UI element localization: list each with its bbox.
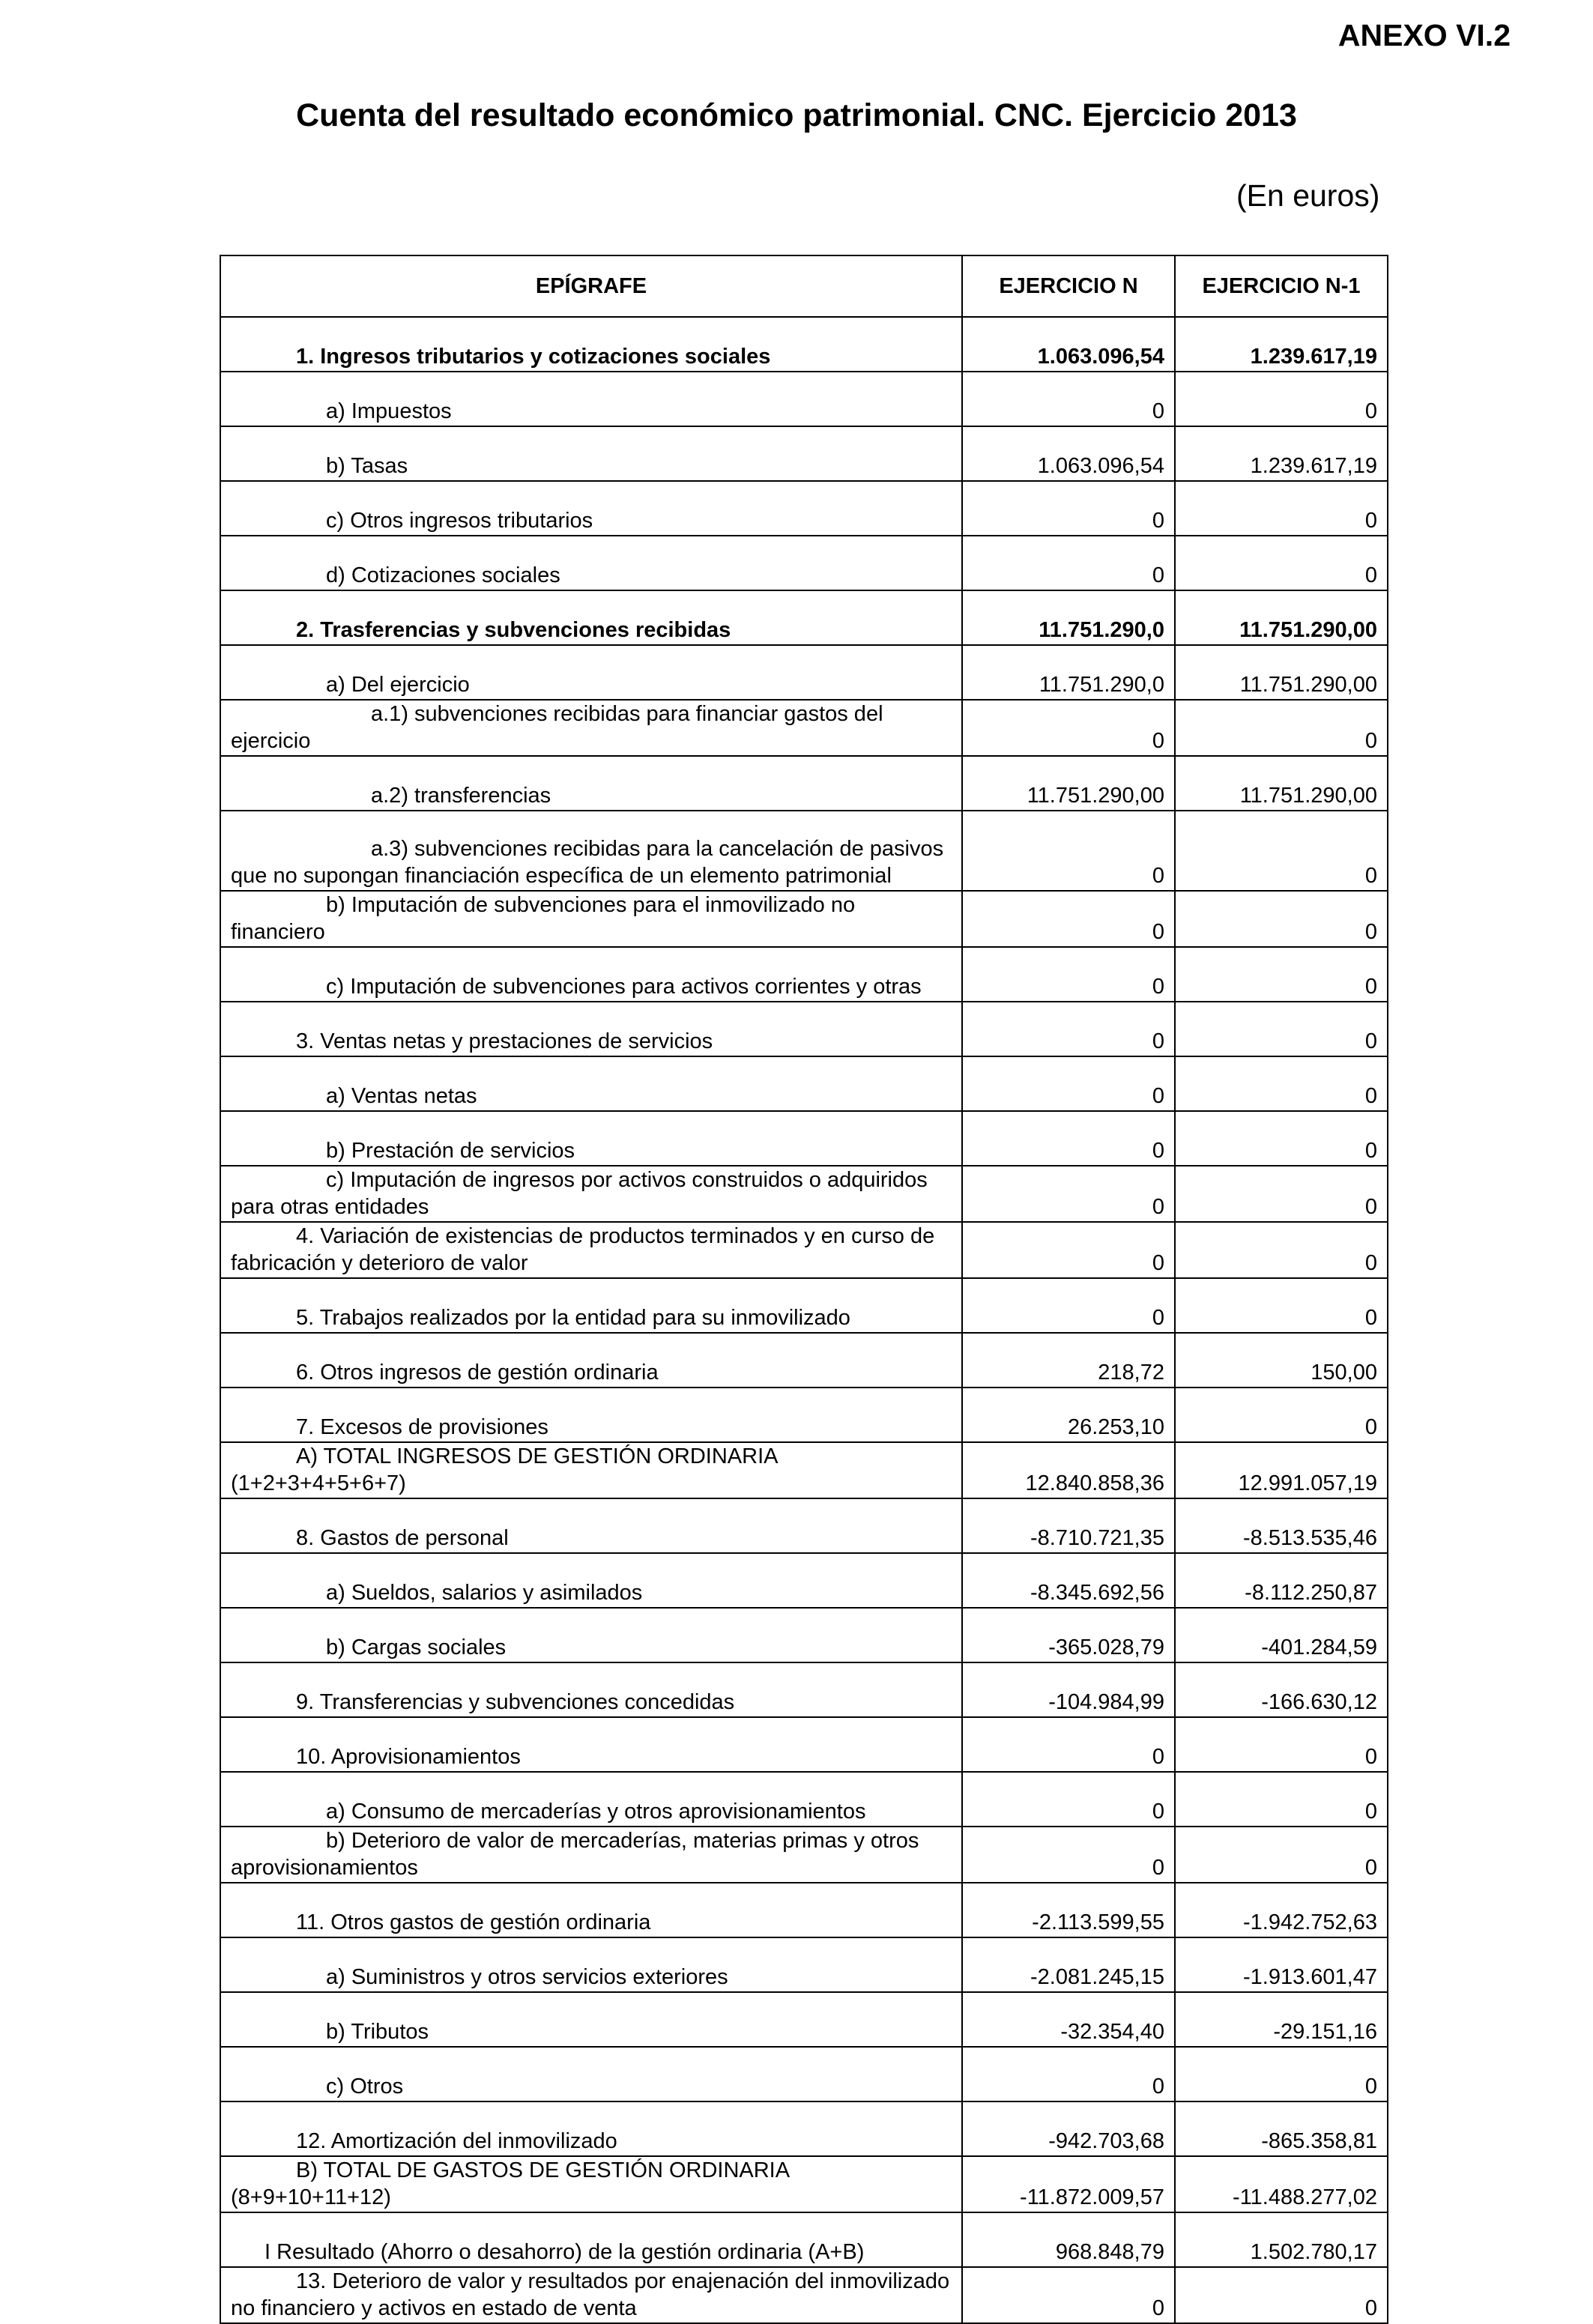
- row-value-n1: -865.358,81: [1175, 2101, 1388, 2156]
- row-value-n1: 0: [1175, 1111, 1388, 1166]
- row-value-n: 0: [962, 536, 1175, 590]
- row-label: 1. Ingresos tributarios y cotizaciones sociales: [220, 317, 962, 372]
- row-value-n1: -29.151,16: [1175, 1992, 1388, 2047]
- row-label: 5. Trabajos realizados por la entidad para su inmovilizado: [220, 1278, 962, 1333]
- row-label: a) Impuestos: [220, 372, 962, 426]
- row-label: 11. Otros gastos de gestión ordinaria: [220, 1883, 962, 1937]
- table-header-row: [220, 255, 1388, 317]
- row-label: c) Otros: [220, 2047, 962, 2101]
- row-label: b) Tasas: [220, 426, 962, 481]
- row-value-n: -11.872.009,57: [962, 2156, 1175, 2212]
- table-row: [220, 1166, 1388, 1222]
- row-value-n1: 0: [1175, 1166, 1388, 1222]
- row-value-n1: 11.751.290,00: [1175, 645, 1388, 700]
- row-value-n: 0: [962, 2267, 1175, 2323]
- table-row: [220, 1388, 1388, 1442]
- row-value-n1: 12.991.057,19: [1175, 1442, 1388, 1498]
- row-value-n1: 0: [1175, 372, 1388, 426]
- row-label: b) Prestación de servicios: [220, 1111, 962, 1166]
- row-label: 13. Deterioro de valor y resultados por enajenación del inmovilizado no financiero y activos en estado de venta: [220, 2267, 962, 2323]
- row-label: b) Deterioro de valor de mercaderías, materias primas y otros aprovisionamientos: [220, 1827, 962, 1883]
- row-value-n: -2.081.245,15: [962, 1937, 1175, 1992]
- row-value-n: 0: [962, 1166, 1175, 1222]
- row-value-n: -2.113.599,55: [962, 1883, 1175, 1937]
- row-value-n: 12.840.858,36: [962, 1442, 1175, 1498]
- row-label: 8. Gastos de personal: [220, 1498, 962, 1553]
- row-label: 4. Variación de existencias de productos terminados y en curso de fabricación y deterioro de valor: [220, 1222, 962, 1278]
- table-row: [220, 700, 1388, 756]
- row-value-n1: 0: [1175, 891, 1388, 947]
- header-ejercicio-n1: EJERCICIO N-1: [1175, 255, 1388, 317]
- row-value-n: -8.345.692,56: [962, 1553, 1175, 1608]
- table-row: [220, 590, 1388, 645]
- row-label: a) Suministros y otros servicios exteriores: [220, 1937, 962, 1992]
- row-label: d) Cotizaciones sociales: [220, 536, 962, 590]
- row-value-n1: 0: [1175, 1717, 1388, 1772]
- table-row: [220, 2156, 1388, 2212]
- row-value-n1: 0: [1175, 700, 1388, 756]
- table-row: [220, 891, 1388, 947]
- row-label: 2. Trasferencias y subvenciones recibidas: [220, 590, 962, 645]
- row-label: a) Consumo de mercaderías y otros aprovisionamientos: [220, 1772, 962, 1827]
- row-value-n: 0: [962, 1827, 1175, 1883]
- row-value-n1: 0: [1175, 1827, 1388, 1883]
- row-label: c) Imputación de subvenciones para activos corrientes y otras: [220, 947, 962, 1002]
- row-value-n: 11.751.290,0: [962, 590, 1175, 645]
- row-label: 12. Amortización del inmovilizado: [220, 2101, 962, 2156]
- table-row: [220, 1937, 1388, 1992]
- row-value-n: 218,72: [962, 1333, 1175, 1388]
- row-value-n: 26.253,10: [962, 1388, 1175, 1442]
- row-value-n: 0: [962, 1278, 1175, 1333]
- table-row: [220, 536, 1388, 590]
- table-row: [220, 1827, 1388, 1883]
- row-value-n: 0: [962, 481, 1175, 536]
- row-value-n1: 1.239.617,19: [1175, 317, 1388, 372]
- row-value-n1: -8.513.535,46: [1175, 1498, 1388, 1553]
- table-row: [220, 1772, 1388, 1827]
- row-label: a.3) subvenciones recibidas para la cancelación de pasivos que no supongan financiación específica de un elemento patrimonial: [220, 811, 962, 891]
- row-value-n: 968.848,79: [962, 2212, 1175, 2267]
- header-ejercicio-n: EJERCICIO N: [962, 255, 1175, 317]
- row-value-n: 0: [962, 811, 1175, 891]
- row-label: b) Imputación de subvenciones para el inmovilizado no financiero: [220, 891, 962, 947]
- row-value-n: 0: [962, 2047, 1175, 2101]
- row-value-n: 0: [962, 1056, 1175, 1111]
- header-epigrafe: EPÍGRAFE: [220, 255, 962, 317]
- row-label: 7. Excesos de provisiones: [220, 1388, 962, 1442]
- row-value-n: 1.063.096,54: [962, 426, 1175, 481]
- row-value-n1: 0: [1175, 1056, 1388, 1111]
- row-value-n: 0: [962, 1772, 1175, 1827]
- row-label: 3. Ventas netas y prestaciones de servicios: [220, 1002, 962, 1056]
- table-row: [220, 1498, 1388, 1553]
- row-label: c) Imputación de ingresos por activos construidos o adquiridos para otras entidades: [220, 1166, 962, 1222]
- table-row: [220, 1717, 1388, 1772]
- table-row: [220, 1333, 1388, 1388]
- row-value-n: 0: [962, 1222, 1175, 1278]
- row-value-n: -942.703,68: [962, 2101, 1175, 2156]
- table-row: [220, 2101, 1388, 2156]
- row-value-n1: 0: [1175, 811, 1388, 891]
- row-value-n: 11.751.290,0: [962, 645, 1175, 700]
- table-row: [220, 2267, 1388, 2323]
- row-value-n1: 0: [1175, 1278, 1388, 1333]
- table-row: [220, 1553, 1388, 1608]
- table-row: [220, 1442, 1388, 1498]
- row-value-n: 0: [962, 1111, 1175, 1166]
- table-row: [220, 1662, 1388, 1717]
- row-label: a.2) transferencias: [220, 756, 962, 811]
- row-label: B) TOTAL DE GASTOS DE GESTIÓN ORDINARIA (8+9+10+11+12): [220, 2156, 962, 2212]
- row-value-n: 0: [962, 947, 1175, 1002]
- table-row: [220, 2212, 1388, 2267]
- row-value-n: -32.354,40: [962, 1992, 1175, 2047]
- row-label: b) Cargas sociales: [220, 1608, 962, 1662]
- table-row: [220, 426, 1388, 481]
- row-value-n1: 0: [1175, 947, 1388, 1002]
- table-row: [220, 1992, 1388, 2047]
- table-row: [220, 1056, 1388, 1111]
- row-value-n1: 0: [1175, 1772, 1388, 1827]
- row-value-n1: -1.913.601,47: [1175, 1937, 1388, 1992]
- row-value-n1: 1.502.780,17: [1175, 2212, 1388, 2267]
- result-account-table: [220, 255, 1388, 2324]
- table-row: [220, 1222, 1388, 1278]
- table-row: [220, 947, 1388, 1002]
- unit-note: (En euros): [1236, 178, 1380, 213]
- row-value-n1: -166.630,12: [1175, 1662, 1388, 1717]
- table-row: [220, 1111, 1388, 1166]
- row-label: a) Ventas netas: [220, 1056, 962, 1111]
- row-label: a.1) subvenciones recibidas para financiar gastos del ejercicio: [220, 700, 962, 756]
- table-row: [220, 1883, 1388, 1937]
- table-row: [220, 317, 1388, 372]
- row-value-n1: 0: [1175, 2267, 1388, 2323]
- row-value-n: 11.751.290,00: [962, 756, 1175, 811]
- row-value-n1: -11.488.277,02: [1175, 2156, 1388, 2212]
- table-row: [220, 645, 1388, 700]
- row-value-n1: 1.239.617,19: [1175, 426, 1388, 481]
- row-label: 10. Aprovisionamientos: [220, 1717, 962, 1772]
- row-value-n: 0: [962, 1717, 1175, 1772]
- row-value-n1: -401.284,59: [1175, 1608, 1388, 1662]
- row-value-n1: -8.112.250,87: [1175, 1553, 1388, 1608]
- row-value-n1: 0: [1175, 481, 1388, 536]
- row-label: 6. Otros ingresos de gestión ordinaria: [220, 1333, 962, 1388]
- row-label: A) TOTAL INGRESOS DE GESTIÓN ORDINARIA (1+2+3+4+5+6+7): [220, 1442, 962, 1498]
- row-label: 9. Transferencias y subvenciones concedidas: [220, 1662, 962, 1717]
- row-value-n1: 0: [1175, 536, 1388, 590]
- page-title: Cuenta del resultado económico patrimonial. CNC. Ejercicio 2013: [296, 97, 1297, 133]
- row-value-n1: 11.751.290,00: [1175, 590, 1388, 645]
- table-row: [220, 2047, 1388, 2101]
- table-row: [220, 372, 1388, 426]
- table-row: [220, 1278, 1388, 1333]
- table-row: [220, 1002, 1388, 1056]
- row-value-n1: 11.751.290,00: [1175, 756, 1388, 811]
- row-value-n1: 0: [1175, 2047, 1388, 2101]
- row-label: b) Tributos: [220, 1992, 962, 2047]
- row-value-n: -365.028,79: [962, 1608, 1175, 1662]
- row-value-n: 0: [962, 1002, 1175, 1056]
- table-row: [220, 756, 1388, 811]
- row-value-n1: 150,00: [1175, 1333, 1388, 1388]
- row-label: a) Del ejercicio: [220, 645, 962, 700]
- row-label: c) Otros ingresos tributarios: [220, 481, 962, 536]
- row-label: a) Sueldos, salarios y asimilados: [220, 1553, 962, 1608]
- row-value-n1: 0: [1175, 1388, 1388, 1442]
- row-value-n: 0: [962, 891, 1175, 947]
- annex-label: ANEXO VI.2: [1337, 18, 1511, 52]
- table-row: [220, 811, 1388, 891]
- row-label: I Resultado (Ahorro o desahorro) de la gestión ordinaria (A+B): [220, 2212, 962, 2267]
- row-value-n: -8.710.721,35: [962, 1498, 1175, 1553]
- row-value-n: 1.063.096,54: [962, 317, 1175, 372]
- row-value-n1: 0: [1175, 1222, 1388, 1278]
- table-row: [220, 1608, 1388, 1662]
- table-row: [220, 481, 1388, 536]
- row-value-n: -104.984,99: [962, 1662, 1175, 1717]
- row-value-n: 0: [962, 700, 1175, 756]
- row-value-n1: 0: [1175, 1002, 1388, 1056]
- row-value-n: 0: [962, 372, 1175, 426]
- row-value-n1: -1.942.752,63: [1175, 1883, 1388, 1937]
